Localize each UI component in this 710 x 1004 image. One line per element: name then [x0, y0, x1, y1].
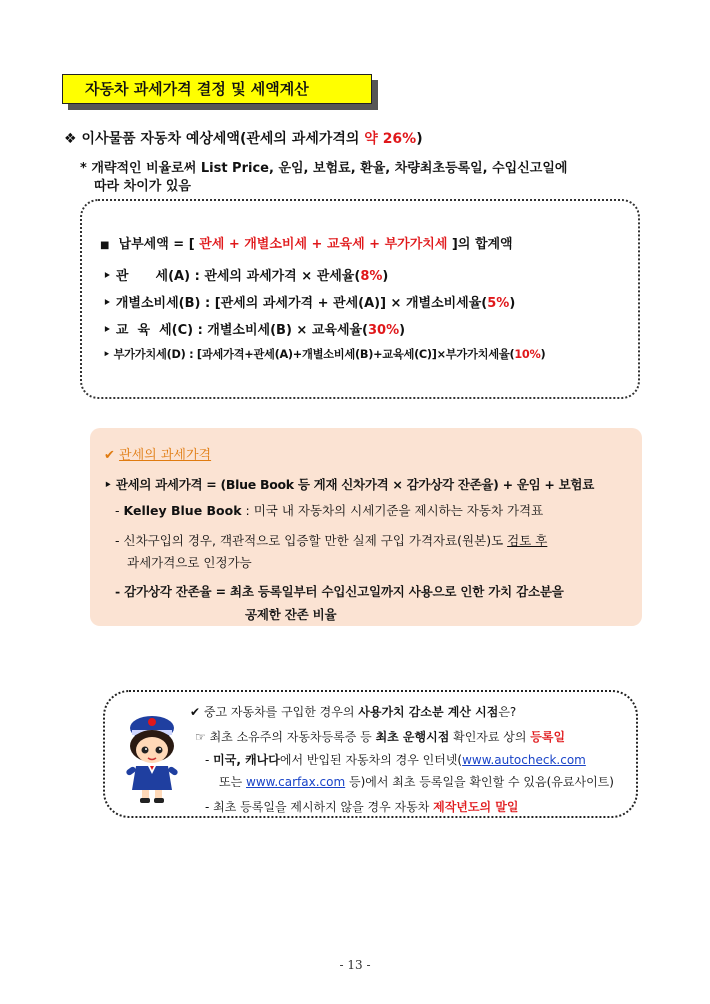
tip-line2-b: 최초 운행시점 [375, 730, 450, 744]
tax-main-line [100, 233, 513, 252]
customs-formula [104, 475, 594, 493]
tax-main-terms: 관세 + 개별소비세 + 교육세 + 부가가치세 [199, 237, 448, 252]
triangle-bullet-icon: ‣ [104, 477, 112, 492]
residual-note [115, 580, 564, 626]
tax-item-rate: 8% [360, 269, 383, 284]
dash: - [205, 800, 210, 814]
tip-q-end: 은? [498, 705, 517, 719]
tax-item-formula: : 관세의 과세가격 × 관세율( [190, 269, 361, 284]
tip-line-us-canada [205, 751, 586, 768]
tip-line5-red: 제작년도의 말일 [433, 800, 519, 814]
tax-item-b [103, 292, 515, 311]
tax-item-c [103, 319, 405, 338]
tip-line5-a: 최초 등록일을 제시하지 않을 경우 자동차 [213, 800, 434, 814]
new-car-underlined: 검토 후 [507, 533, 548, 548]
tip-line3-bold: 미국, 캐나다 [213, 753, 280, 767]
new-car-line-1 [115, 530, 547, 552]
tip-line-no-date [205, 798, 518, 815]
tip-line4-a: 또는 [219, 775, 246, 789]
tax-item-end: ) [382, 269, 389, 284]
triangle-bullet-icon: ‣ [103, 269, 112, 284]
mascot-illustration [118, 708, 186, 804]
new-car-line-2: 과세가격으로 인정가능 [127, 555, 252, 570]
kbb-line [115, 501, 543, 519]
tax-item-label: 부가가치세(D) [113, 348, 186, 361]
note-line-2: 따라 차이가 있음 [94, 179, 191, 194]
carfax-link[interactable]: www.carfax.com [246, 775, 346, 789]
tax-item-end: ) [399, 323, 406, 338]
tax-item-d [103, 346, 545, 362]
triangle-bullet-icon: ‣ [103, 323, 112, 338]
tax-item-end: ) [540, 348, 546, 361]
kbb-bold: Kelley Blue Book [123, 503, 242, 518]
dash: - [115, 533, 120, 548]
tip-line2-c: 확인자료 상의 [449, 730, 531, 744]
square-bullet-icon: ■ [100, 240, 110, 251]
dash: - [205, 753, 210, 767]
diamond-bullet-icon: ❖ [64, 131, 77, 147]
tax-item-label: 교 육 세(C) [115, 323, 194, 338]
tip-q-text: 중고 자동차를 구입한 경우의 [203, 705, 359, 719]
tax-item-rate: 10% [514, 348, 541, 361]
intro-text: 이사물품 자동차 예상세액(관세의 과세가격의 [81, 131, 365, 147]
customs-formula-text: 관세의 과세가격 = (Blue Book 등 게재 신차가격 × 감가상각 잔존율) + 운임 + 보험료 [115, 477, 594, 492]
section-title: 자동차 과세가격 결정 및 세액계산 [62, 74, 372, 104]
intro-line [64, 128, 423, 148]
new-car-note [115, 530, 547, 574]
tax-item-end: ) [509, 296, 516, 311]
dash: - [115, 503, 120, 518]
new-car-text: 신차구입의 경우, 객관적으로 입증할 만한 실제 구입 가격자료(원본)도 [123, 533, 508, 548]
check-icon: ✔ [104, 448, 115, 463]
tip-question [190, 703, 516, 720]
tax-main-label: 납부세액 = [ [118, 237, 200, 252]
kbb-rest: : 미국 내 자동차의 시세기준을 제시하는 자동차 가격표 [241, 503, 544, 518]
tax-main-suffix: ]의 합계액 [447, 237, 513, 252]
tip-line4-b: 등)에서 최초 등록일을 확인할 수 있음(유료사이트) [345, 775, 614, 789]
page-number: - 13 - [339, 958, 371, 972]
tax-item-formula: : [관세의 과세가격 + 관세(A)] × 개별소비세율( [200, 296, 488, 311]
residual-line-2: 공제한 잔존 비율 [245, 607, 337, 622]
tip-line-registration [195, 728, 565, 745]
tip-line-carfax [219, 773, 614, 790]
autocheck-link[interactable]: www.autocheck.com [462, 753, 586, 767]
residual-text: 감가상각 잔존율 = 최초 등록일부터 수입신고일까지 사용으로 인한 가치 감소분을 [124, 584, 564, 599]
tip-line2-a: 최초 소유주의 자동차등록증 등 [209, 730, 376, 744]
tax-item-rate: 5% [487, 296, 510, 311]
triangle-bullet-icon: ‣ [103, 296, 112, 311]
triangle-bullet-icon: ‣ [103, 348, 110, 361]
note-line-1: * 개략적인 비율로써 List Price, 운임, 보험료, 환율, 차량최초등록일, 수입신고일에 [80, 161, 568, 176]
tax-item-a [103, 265, 388, 284]
pointing-hand-icon: ☞ [195, 730, 206, 744]
check-icon: ✔ [190, 705, 201, 719]
intro-highlight: 약 26% [364, 131, 417, 147]
tax-item-label: 개별소비세(B) [115, 296, 201, 311]
tax-item-formula: : [과세가격+관세(A)+개별소비세(B)+교육세(C)]×부가가치세율( [185, 348, 515, 361]
residual-line-1 [115, 580, 564, 603]
customs-title-text: 관세의 과세가격 [119, 448, 212, 463]
tip-q-bold: 사용가치 감소분 계산 시점 [358, 705, 499, 719]
tax-item-label: 관 세(A) [115, 269, 191, 284]
tip-line2-d: 등록일 [530, 730, 566, 744]
customs-title [104, 444, 211, 463]
tip-line3-a: 에서 반입된 자동차의 경우 인터넷( [279, 753, 463, 767]
note [80, 160, 680, 196]
tax-item-formula: : 개별소비세(B) × 교육세율( [193, 323, 368, 338]
intro-close: ) [416, 131, 423, 147]
dash: - [115, 584, 120, 599]
tax-item-rate: 30% [368, 323, 400, 338]
